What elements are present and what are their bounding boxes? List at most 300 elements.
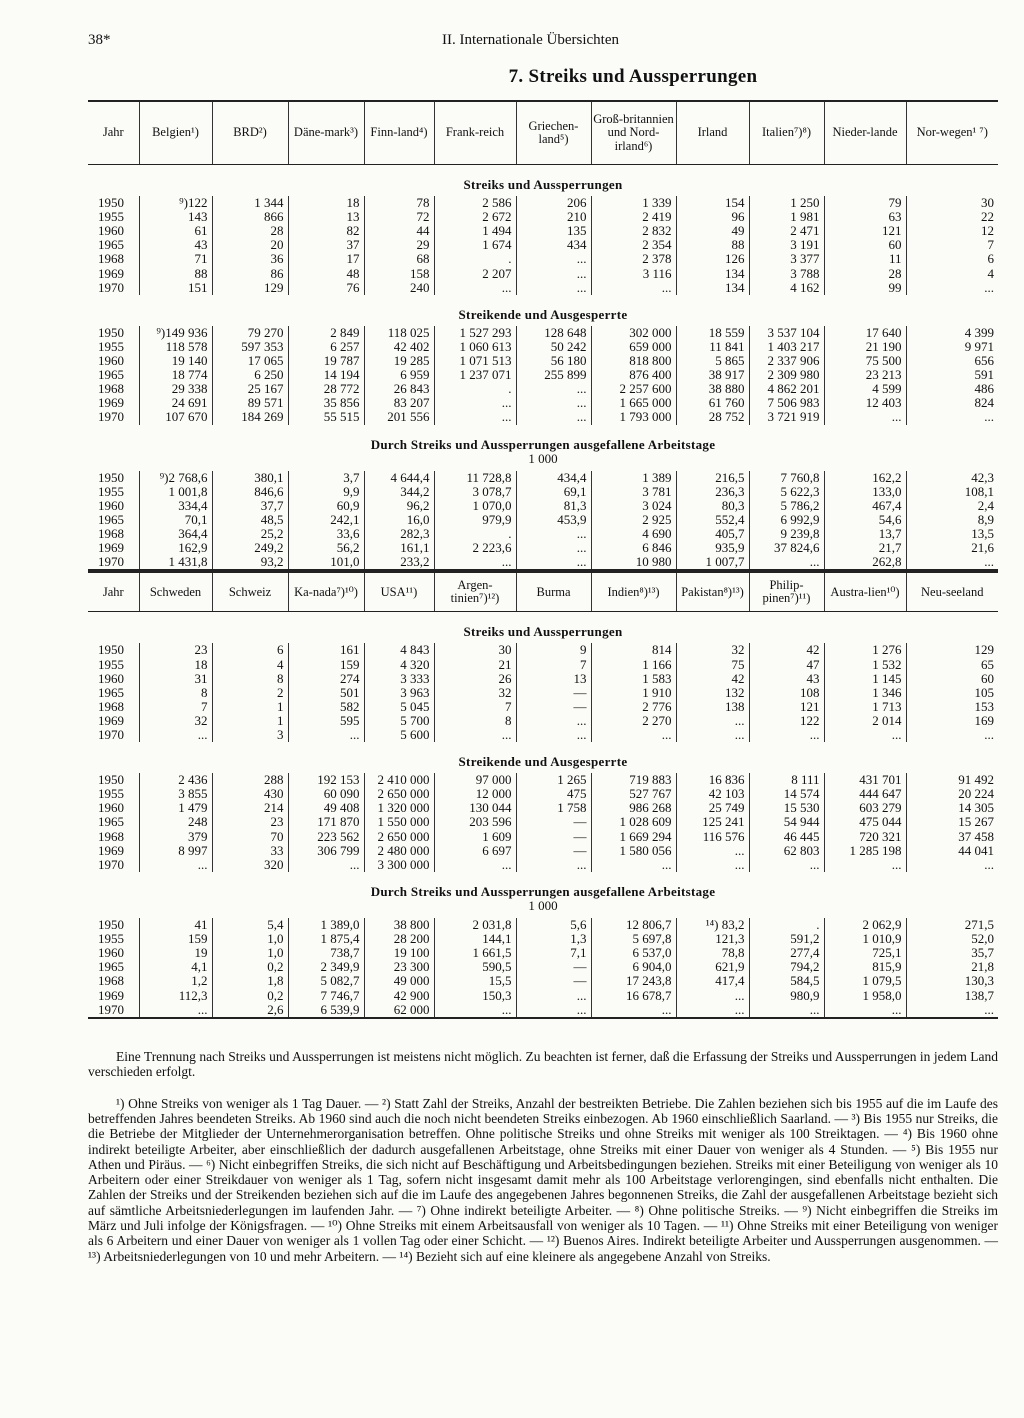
value-cell: 434 — [516, 238, 591, 252]
value-cell: 28 752 — [676, 410, 749, 424]
value-cell: ... — [906, 555, 998, 569]
value-cell: 2 062,9 — [824, 918, 906, 932]
table-title: 7. Streiks und Aussperrungen — [508, 66, 758, 87]
value-cell: 1 285 198 — [824, 844, 906, 858]
value-cell: 5 865 — [676, 354, 749, 368]
year-cell: 1968 — [98, 252, 124, 267]
value-cell: 33,6 — [288, 527, 364, 541]
value-cell: 306 799 — [288, 844, 364, 858]
year-cell: 1960 — [98, 354, 124, 369]
value-cell: 206 — [516, 196, 591, 210]
value-cell: 1 344 — [212, 196, 288, 210]
value-cell: . — [434, 252, 516, 266]
column-header: Finn-land⁴) — [364, 101, 434, 165]
value-cell: 133,0 — [824, 485, 906, 499]
value-cell: 134 — [676, 267, 749, 281]
table-row — [88, 858, 998, 872]
value-cell: 815,9 — [824, 960, 906, 974]
value-cell: 591 — [906, 368, 998, 382]
section-heading: Durch Streiks und Aussperrungen ausgefallene Arbeitstage — [370, 436, 716, 452]
value-cell: 1 389 — [591, 471, 676, 485]
table-row — [88, 210, 998, 224]
value-cell: 4 399 — [906, 326, 998, 340]
year-cell: 1955 — [98, 339, 124, 354]
value-cell: 96 — [676, 210, 749, 224]
column-header: Ka-nada⁷)¹⁰) — [288, 572, 364, 612]
column-header: Irland — [676, 101, 749, 165]
value-cell: 19 — [139, 946, 212, 960]
value-cell: 154 — [676, 196, 749, 210]
value-cell: 21,7 — [824, 541, 906, 555]
value-cell: 116 576 — [676, 830, 749, 844]
value-cell: ... — [591, 858, 676, 872]
value-cell: 1 674 — [434, 238, 516, 252]
value-cell: 223 562 — [288, 830, 364, 844]
value-cell: 277,4 — [749, 946, 824, 960]
value-cell: 12 403 — [824, 396, 906, 410]
value-cell: 47 — [749, 658, 824, 672]
value-cell: 32 — [139, 714, 212, 728]
value-cell: 79 270 — [212, 326, 288, 340]
value-cell: 132 — [676, 686, 749, 700]
value-cell: 17 — [288, 252, 364, 266]
value-cell: ... — [906, 410, 998, 424]
value-cell: 32 — [434, 686, 516, 700]
value-cell: 980,9 — [749, 989, 824, 1003]
value-cell: 1 958,0 — [824, 989, 906, 1003]
value-cell: 26 — [434, 672, 516, 686]
value-cell: 14 194 — [288, 368, 364, 382]
table-row — [88, 555, 998, 569]
value-cell: 134 — [676, 281, 749, 295]
value-cell: 203 596 — [434, 815, 516, 829]
value-cell: 55 515 — [288, 410, 364, 424]
value-cell: 5,4 — [212, 918, 288, 932]
value-cell: 135 — [516, 224, 591, 238]
value-cell: 38 880 — [676, 382, 749, 396]
value-cell: 3,7 — [288, 471, 364, 485]
value-cell: 2 207 — [434, 267, 516, 281]
value-cell: 1 071 513 — [434, 354, 516, 368]
value-cell: 36 — [212, 252, 288, 266]
value-cell: 5,6 — [516, 918, 591, 932]
value-cell: 2 650 000 — [364, 787, 434, 801]
strikes-table-europe — [88, 100, 998, 571]
value-cell: 126 — [676, 252, 749, 266]
value-cell: 14 574 — [749, 787, 824, 801]
table-row — [88, 658, 998, 672]
value-cell: 38 800 — [364, 918, 434, 932]
value-cell: 16 836 — [676, 773, 749, 787]
year-cell: 1965 — [98, 960, 124, 975]
value-cell: 44 041 — [906, 844, 998, 858]
year-cell: 1969 — [98, 988, 124, 1003]
value-cell: 1 661,5 — [434, 946, 516, 960]
value-cell: — — [516, 830, 591, 844]
value-cell: 288 — [212, 773, 288, 787]
value-cell: 14 305 — [906, 801, 998, 815]
value-cell: ... — [676, 858, 749, 872]
column-header: BRD²) — [212, 101, 288, 165]
value-cell: 76 — [288, 281, 364, 295]
table-row — [88, 541, 998, 555]
column-header: Däne-mark³) — [288, 101, 364, 165]
section-heading: Durch Streiks und Aussperrungen ausgefallene Arbeitstage — [370, 883, 716, 899]
value-cell: 130,3 — [906, 974, 998, 988]
column-header: Argen-tinien⁷)¹²) — [434, 572, 516, 612]
value-cell: 158 — [364, 267, 434, 281]
value-cell: 935,9 — [676, 541, 749, 555]
value-cell: 88 — [139, 267, 212, 281]
value-cell: — — [516, 700, 591, 714]
value-cell: 1 070,0 — [434, 499, 516, 513]
value-cell: 49 408 — [288, 801, 364, 815]
section-heading: Streikende und Ausgesperrte — [458, 754, 628, 770]
year-cell: 1965 — [98, 238, 124, 253]
value-cell: 121 — [749, 700, 824, 714]
table-row — [88, 238, 998, 252]
value-cell: 17 640 — [824, 326, 906, 340]
value-cell: ... — [591, 1003, 676, 1017]
value-cell: 6 992,9 — [749, 513, 824, 527]
year-cell: 1970 — [98, 1002, 124, 1017]
value-cell: 46 445 — [749, 830, 824, 844]
year-cell: 1970 — [98, 857, 124, 872]
table-row — [88, 714, 998, 728]
value-cell: 6 539,9 — [288, 1003, 364, 1017]
value-cell: 72 — [364, 210, 434, 224]
value-cell: ⁹)2 768,6 — [139, 471, 212, 485]
value-cell: 26 843 — [364, 382, 434, 396]
value-cell: 37,7 — [212, 499, 288, 513]
value-cell: 62 803 — [749, 844, 824, 858]
value-cell: 1,2 — [139, 974, 212, 988]
strikes-table-overseas — [88, 571, 998, 1018]
value-cell: 0,2 — [212, 989, 288, 1003]
value-cell: 38 917 — [676, 368, 749, 382]
value-cell: 9 — [516, 643, 591, 657]
year-cell: 1965 — [98, 512, 124, 527]
value-cell: 21 — [434, 658, 516, 672]
value-cell: 19 285 — [364, 354, 434, 368]
value-cell: 2 257 600 — [591, 382, 676, 396]
year-cell: 1965 — [98, 685, 124, 700]
value-cell: 584,5 — [749, 974, 824, 988]
value-cell: 1 532 — [824, 658, 906, 672]
value-cell: 44 — [364, 224, 434, 238]
value-cell: ... — [676, 989, 749, 1003]
value-cell: 2 471 — [749, 224, 824, 238]
value-cell: ... — [516, 541, 591, 555]
value-cell: 17 065 — [212, 354, 288, 368]
value-cell: 597 353 — [212, 340, 288, 354]
value-cell: ... — [434, 396, 516, 410]
value-cell: 192 153 — [288, 773, 364, 787]
value-cell: 0,2 — [212, 960, 288, 974]
value-cell: 4 690 — [591, 527, 676, 541]
table-row — [88, 801, 998, 815]
value-cell: 31 — [139, 672, 212, 686]
value-cell: 78 — [364, 196, 434, 210]
value-cell: 590,5 — [434, 960, 516, 974]
value-cell: 3 788 — [749, 267, 824, 281]
value-cell: 344,2 — [364, 485, 434, 499]
value-cell: ... — [591, 728, 676, 742]
value-cell: 1 713 — [824, 700, 906, 714]
value-cell: 32 — [676, 643, 749, 657]
value-cell: 8 — [212, 672, 288, 686]
value-cell: 15 267 — [906, 815, 998, 829]
value-cell: 28 772 — [288, 382, 364, 396]
value-cell: 6 697 — [434, 844, 516, 858]
value-cell: 118 025 — [364, 326, 434, 340]
value-cell: ... — [906, 728, 998, 742]
year-cell: 1970 — [98, 728, 124, 742]
table-row — [88, 1003, 998, 1017]
value-cell: 3 537 104 — [749, 326, 824, 340]
value-cell: 467,4 — [824, 499, 906, 513]
value-cell: 10 980 — [591, 555, 676, 569]
value-cell: 1 875,4 — [288, 932, 364, 946]
value-cell: 129 — [906, 643, 998, 657]
value-cell: 1 250 — [749, 196, 824, 210]
value-cell: ... — [516, 267, 591, 281]
column-header: Jahr — [88, 572, 139, 612]
value-cell: ... — [516, 410, 591, 424]
year-cell: 1969 — [98, 713, 124, 728]
table-row — [88, 989, 998, 1003]
value-cell: 3 191 — [749, 238, 824, 252]
value-cell: 6 — [906, 252, 998, 266]
value-cell: 1 580 056 — [591, 844, 676, 858]
value-cell: 16 678,7 — [591, 989, 676, 1003]
year-cell: 1970 — [98, 555, 124, 570]
value-cell: 4 — [212, 658, 288, 672]
value-cell: ... — [288, 858, 364, 872]
value-cell: 138 — [676, 700, 749, 714]
value-cell: 49 000 — [364, 974, 434, 988]
value-cell: 79 — [824, 196, 906, 210]
value-cell: 6 959 — [364, 368, 434, 382]
year-cell: 1950 — [98, 918, 124, 933]
value-cell: 214 — [212, 801, 288, 815]
method-note: Eine Trennung nach Streiks und Aussperrungen ist meistens nicht möglich. Zu beachten ist ferner, daß die Erfassung der Streiks und Aussperrungen in jedem Land verschieden erfolgt. — [88, 1048, 998, 1080]
table-row — [88, 686, 998, 700]
table-row — [88, 643, 998, 657]
value-cell: 262,8 — [824, 555, 906, 569]
value-cell: ... — [139, 728, 212, 742]
column-header: Schweiz — [212, 572, 288, 612]
value-cell: 794,2 — [749, 960, 824, 974]
value-cell: 2 849 — [288, 326, 364, 340]
table-row — [88, 974, 998, 988]
value-cell: . — [434, 382, 516, 396]
value-cell: 1 665 000 — [591, 396, 676, 410]
value-cell: 1 609 — [434, 830, 516, 844]
year-cell: 1969 — [98, 541, 124, 556]
value-cell: 20 224 — [906, 787, 998, 801]
value-cell: 1 320 000 — [364, 801, 434, 815]
value-cell: ... — [434, 858, 516, 872]
value-cell: ... — [516, 989, 591, 1003]
column-header: Philip-pinen⁷)¹¹) — [749, 572, 824, 612]
value-cell: ... — [516, 281, 591, 295]
value-cell: — — [516, 844, 591, 858]
table-row — [88, 224, 998, 238]
value-cell: 112,3 — [139, 989, 212, 1003]
value-cell: ... — [906, 858, 998, 872]
value-cell: 430 — [212, 787, 288, 801]
year-cell: 1960 — [98, 671, 124, 686]
value-cell: 656 — [906, 354, 998, 368]
value-cell: 54,6 — [824, 513, 906, 527]
value-cell: 1 010,9 — [824, 932, 906, 946]
value-cell: 2 672 — [434, 210, 516, 224]
value-cell: 2 378 — [591, 252, 676, 266]
value-cell: 2 925 — [591, 513, 676, 527]
value-cell: ... — [434, 410, 516, 424]
value-cell: ... — [749, 858, 824, 872]
value-cell: 1 479 — [139, 801, 212, 815]
value-cell: 242,1 — [288, 513, 364, 527]
value-cell: 2 223,6 — [434, 541, 516, 555]
value-cell: 7 506 983 — [749, 396, 824, 410]
value-cell: 603 279 — [824, 801, 906, 815]
column-header: Nieder-lande — [824, 101, 906, 165]
value-cell: 4 843 — [364, 643, 434, 657]
value-cell: 255 899 — [516, 368, 591, 382]
value-cell: 91 492 — [906, 773, 998, 787]
value-cell: 659 000 — [591, 340, 676, 354]
year-cell: 1950 — [98, 643, 124, 658]
table-row — [88, 960, 998, 974]
value-cell: 54 944 — [749, 815, 824, 829]
value-cell: 171 870 — [288, 815, 364, 829]
value-cell: 1 583 — [591, 672, 676, 686]
value-cell: 5 697,8 — [591, 932, 676, 946]
value-cell: 1 — [212, 700, 288, 714]
value-cell: 2 776 — [591, 700, 676, 714]
value-cell: 1 758 — [516, 801, 591, 815]
value-cell: 129 — [212, 281, 288, 295]
value-cell: 30 — [906, 196, 998, 210]
value-cell: 15 530 — [749, 801, 824, 815]
table-row — [88, 326, 998, 340]
table-row — [88, 728, 998, 742]
value-cell: 13,7 — [824, 527, 906, 541]
section-heading: Streikende und Ausgesperrte — [458, 306, 628, 322]
value-cell: 5 700 — [364, 714, 434, 728]
value-cell: 42 — [676, 672, 749, 686]
value-cell: 13 — [516, 672, 591, 686]
value-cell: 818 800 — [591, 354, 676, 368]
value-cell: 320 — [212, 858, 288, 872]
value-cell: ⁹)122 — [139, 196, 212, 210]
value-cell: — — [516, 974, 591, 988]
value-cell: 1 981 — [749, 210, 824, 224]
value-cell: 60 — [824, 238, 906, 252]
page-header — [88, 28, 998, 50]
table-row — [88, 773, 998, 787]
value-cell: ... — [434, 555, 516, 569]
value-cell: ... — [434, 281, 516, 295]
value-cell: 2 586 — [434, 196, 516, 210]
value-cell: 162,9 — [139, 541, 212, 555]
value-cell: 23 300 — [364, 960, 434, 974]
value-cell: 18 774 — [139, 368, 212, 382]
value-cell: 25 749 — [676, 801, 749, 815]
value-cell: 25,2 — [212, 527, 288, 541]
value-cell: 83 207 — [364, 396, 434, 410]
value-cell: ⁹)149 936 — [139, 326, 212, 340]
value-cell: 50 242 — [516, 340, 591, 354]
value-cell: 37 458 — [906, 830, 998, 844]
column-header: Nor-wegen¹ ⁷) — [906, 101, 998, 165]
year-cell: 1969 — [98, 266, 124, 281]
value-cell: 43 — [139, 238, 212, 252]
value-cell: 475 044 — [824, 815, 906, 829]
column-header: Pakistan⁸)¹³) — [676, 572, 749, 612]
table-row — [88, 382, 998, 396]
value-cell: 2 270 — [591, 714, 676, 728]
value-cell: 1 001,8 — [139, 485, 212, 499]
value-cell: 453,9 — [516, 513, 591, 527]
value-cell: 725,1 — [824, 946, 906, 960]
value-cell: 35 856 — [288, 396, 364, 410]
year-cell: 1960 — [98, 801, 124, 816]
value-cell: 2,6 — [212, 1003, 288, 1017]
value-cell: 23 — [212, 815, 288, 829]
value-cell: 3 078,7 — [434, 485, 516, 499]
value-cell: 552,4 — [676, 513, 749, 527]
value-cell: 71 — [139, 252, 212, 266]
value-cell: 11 841 — [676, 340, 749, 354]
value-cell: 60,9 — [288, 499, 364, 513]
value-cell: 11 728,8 — [434, 471, 516, 485]
value-cell: 28 — [212, 224, 288, 238]
value-cell: 3 377 — [749, 252, 824, 266]
value-cell: 5 622,3 — [749, 485, 824, 499]
value-cell: 7 — [516, 658, 591, 672]
section-unit: 1 000 — [528, 898, 558, 913]
value-cell: 4 862 201 — [749, 382, 824, 396]
value-cell: ... — [749, 1003, 824, 1017]
value-cell: 48,5 — [212, 513, 288, 527]
value-cell: ... — [824, 858, 906, 872]
table-row — [88, 513, 998, 527]
value-cell: 210 — [516, 210, 591, 224]
value-cell: 2 410 000 — [364, 773, 434, 787]
value-cell: 68 — [364, 252, 434, 266]
value-cell: 121 — [824, 224, 906, 238]
column-header: Frank-reich — [434, 101, 516, 165]
value-cell: 18 — [139, 658, 212, 672]
year-cell: 1960 — [98, 946, 124, 961]
value-cell: 17 243,8 — [591, 974, 676, 988]
value-cell: 3 333 — [364, 672, 434, 686]
value-cell: 7,1 — [516, 946, 591, 960]
year-cell: 1950 — [98, 773, 124, 788]
value-cell: 8,9 — [906, 513, 998, 527]
value-cell: 75 — [676, 658, 749, 672]
value-cell: 28 200 — [364, 932, 434, 946]
value-cell: 19 787 — [288, 354, 364, 368]
table-row — [88, 499, 998, 513]
table-row — [88, 368, 998, 382]
value-cell: 18 — [288, 196, 364, 210]
column-header: Neu-seeland — [906, 572, 998, 612]
value-cell: 4,1 — [139, 960, 212, 974]
